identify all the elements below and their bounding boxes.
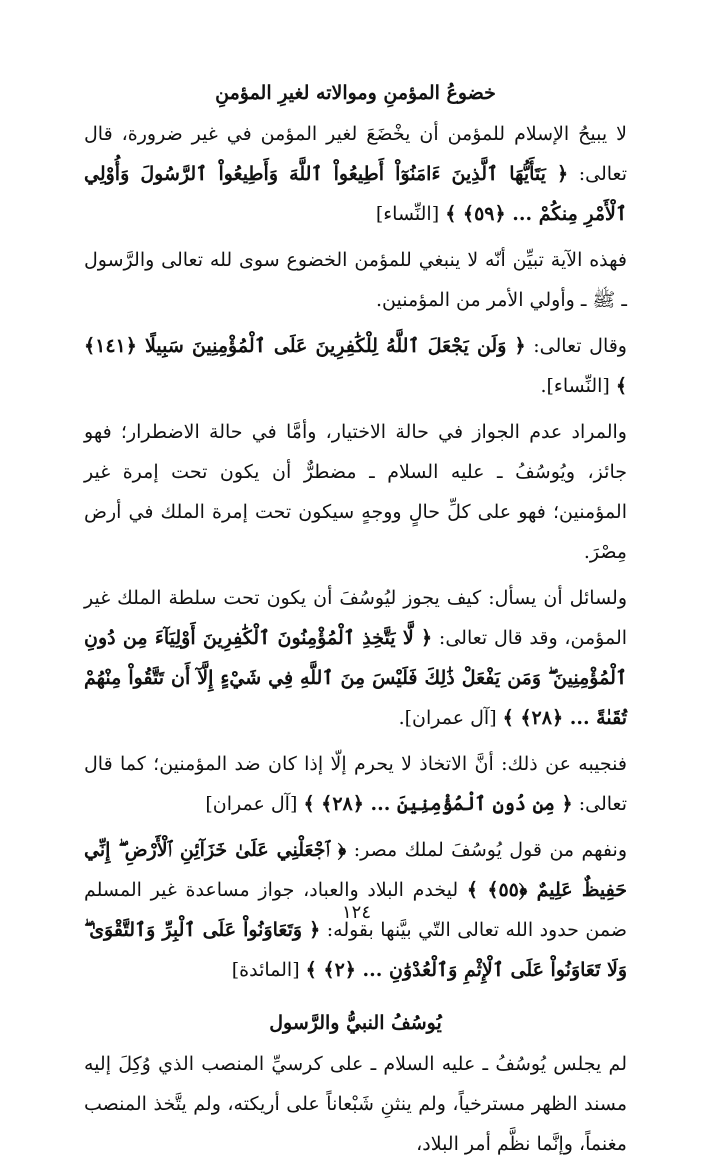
paragraph — [84, 412, 627, 572]
quran-verse: ﴿ وَلَن يَجْعَلَ ٱللَّهُ لِلْكَٰفِرِينَ عَلَى ٱلْمُؤْمِنِينَ سَبِيلًا ﴿١٤١﴾ ﴾ — [84, 335, 627, 397]
surah-citation: [النِّساء]. — [540, 375, 610, 397]
paragraph — [84, 1044, 627, 1164]
quran-verse: ﴿ وَتَعَاوَنُواْ عَلَى ٱلْبِرِّ وَٱلتَّقْوَىٰ ۖ وَلَا تَعَاوَنُواْ عَلَى ٱلْإِثْمِ وَٱلْعُدْوَٰنِ ... ﴿٢﴾ ﴾ — [84, 919, 627, 981]
surah-citation: [آل عمران] — [205, 793, 298, 815]
paragraph — [84, 326, 627, 406]
paragraph — [84, 744, 627, 824]
quran-verse: ﴿ مِن دُونِ ٱلْمُؤْمِنِينَ ... ﴿٢٨﴾ ﴾ — [303, 793, 573, 815]
paragraph-text: لم يجلس يُوسُفُ ـ عليه السلام ـ على كرسيِّ المنصب الذي وُكِلَ إليه مسند الظهر مسترخياً، ولم ينثنِ شَبْعاناً على أريكته، ولم يتَّخذ المنصب مغنماً، وإنَّما نظَّم أمر البلاد، — [84, 1053, 627, 1155]
surah-citation: [النِّساء] — [375, 203, 440, 225]
paragraph-text: لا يبيحُ الإسلام للمؤمن أن يخْضَعَ لغير المؤمن في غير ضرورة، قال تعالى: — [84, 123, 627, 185]
surah-citation: [المائدة] — [231, 959, 300, 981]
quran-verse: ﴿ ٱجْعَلْنِي عَلَىٰ خَزَآئِنِ ٱلْأَرْضِ ۖ إِنِّي حَفِيظٌ عَلِيمٌ ﴿٥٥﴾ ﴾ — [84, 839, 628, 901]
section-title: يُوسُفُ النبيُّ والرَّسول — [269, 1012, 442, 1034]
paragraph-text: ليخدم البلاد والعباد، جواز مساعدة غير المسلم ضمن حدود الله تعالى التّي بيَّنها بقوله: — [84, 879, 627, 941]
page-number: ١٢٤ — [341, 902, 371, 923]
paragraph-text: فهذه الآية تبيِّن أنّه لا ينبغي للمؤمن الخضوع سوى لله تعالى والرَّسول ـ ﷺ ـ وأولي الأمر من المؤمنين. — [84, 249, 627, 311]
paragraph-text: فنجيبه عن ذلك: أنَّ الاتخاذ لا يحرم إلّا إذا كان ضد المؤمنين؛ كما قال تعالى: — [84, 753, 627, 815]
paragraph — [84, 240, 627, 320]
paragraph-text: ولسائل أن يسأل: كيف يجوز ليُوسُفَ أن يكون تحت سلطة الملك غير المؤمن، وقد قال تعالى: — [84, 587, 628, 649]
section-title: خضوعُ المؤمنِ وموالاته لغيرِ المؤمنِ — [215, 82, 496, 104]
paragraph — [84, 578, 627, 738]
paragraph-text: ونفهم من قول يُوسُفَ لملك مصر: — [353, 839, 628, 861]
surah-citation: [آل عمران]. — [398, 707, 497, 729]
quran-verse: ﴿ لَّا يَتَّخِذِ ٱلْمُؤْمِنُونَ ٱلْكَٰفِرِينَ أَوْلِيَآءَ مِن دُونِ ٱلْمُؤْمِنِينَ ۖ وَمَن يَفْعَلْ ذَٰلِكَ فَلَيْسَ مِنَ ٱللَّهِ فِي شَيْءٍ إِلَّآ أَن تَتَّقُواْ مِنْهُمْ تُقَىٰةً ... ﴿٢٨﴾ ﴾ — [84, 627, 627, 729]
paragraph-text: والمراد عدم الجواز في حالة الاختيار، وأمَّا في حالة الاضطرار؛ فهو جائز، ويُوسُفُ ـ عليه السلام ـ مضطرٌّ أن يكون تحت إمرة غير المؤمنين؛ فهو على كلِّ حالٍ ووجهٍ سيكون تحت إمرة الملك في أرض مِصْرَ. — [84, 421, 627, 563]
quran-verse: ﴿ يَتَأَيُّهَا ٱلَّذِينَ ءَامَنُوٓاْ أَطِيعُواْ ٱللَّهَ وَأَطِيعُواْ ٱلرَّسُولَ وَأُوْلِي ٱلْأَمْرِ مِنكُمْ ... ﴿٥٩﴾ ﴾ — [84, 163, 627, 225]
paragraph — [84, 114, 627, 234]
paragraph-text: وقال تعالى: — [533, 335, 627, 357]
